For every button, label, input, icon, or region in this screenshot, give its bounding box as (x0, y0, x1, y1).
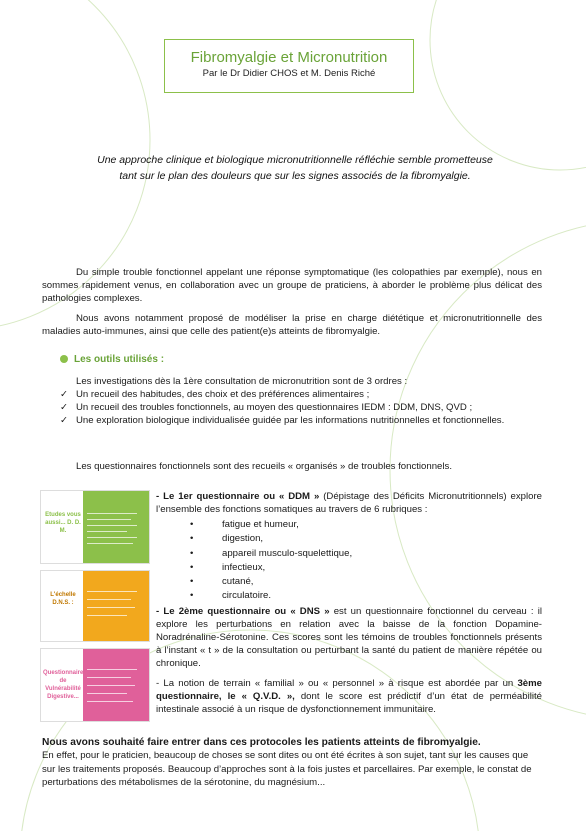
thumb-label: Questionnaire de Vulnérabilité Digestive... (43, 670, 84, 700)
qvd-description: - La notion de terrain « familial » ou « personnel » à risque est abordée par un 3ème questionnaire, le « Q.V.D. », dont le score est prédictif d’un état de perméabilité intestinale associé à un risque de dysfonctionnement immunitaire. (156, 678, 542, 715)
check-icon: ✓ (60, 415, 69, 426)
intro-line-2: tant sur le plan des douleurs que sur les signes associés de la fibromyalgie. (119, 170, 471, 182)
list-item: ✓ Une exploration biologique individualisée guidée par les informations nutritionnelles et fonctionnelles. (60, 415, 505, 426)
list-item: • circulatoire. (190, 590, 272, 602)
bullet-dot-icon (60, 355, 68, 363)
paragraph-2: Nous avons notamment proposé de modéliser la prise en charge diététique et micronutritionnelle des maladies auto-immunes, ainsi que celle des patient(e)s atteints de fibromyalgie. (42, 313, 542, 337)
check-icon: ✓ (60, 389, 69, 400)
dns-cover-thumbnail (40, 570, 150, 642)
closing-lead: Nous avons souhaité faire entrer dans ces protocoles les patients atteints de fibromyalgie. (42, 737, 481, 748)
investigations-intro: Les investigations dès la 1ère consultation de micronutrition sont de 3 ordres : (76, 376, 408, 387)
intro-line-1: Une approche clinique et biologique micronutritionnelle réfléchie semble prometteuse (97, 154, 493, 166)
list-item: • digestion, (190, 533, 264, 545)
page-title: Fibromyalgie et Micronutrition (190, 49, 388, 66)
ddm-description: - Le 1er questionnaire ou « DDM » (Dépistage des Déficits Micronutritionnels) explore l’ensemble des fonctions somatiques au travers de 6 rubriques : (156, 491, 542, 515)
list-item: • fatigue et humeur, (190, 519, 299, 530)
investigations-list (60, 388, 542, 427)
closing-body: En effet, pour le praticien, beaucoup de choses se sont dites ou ont été écrites à son sujet, tant sur les causes que sur les traitements proposés. Beaucoup d’approches sont à la fois justes et parcellaires. Par exemple, le constat de perturbations des métabolismes de la sérotonine, du magnésium... (42, 750, 532, 788)
authors: Par le Dr Didier CHOS et M. Denis Riché (202, 68, 376, 79)
ddm-cover-thumbnail (40, 490, 150, 564)
dns-description: - Le 2ème questionnaire ou « DNS » est un questionnaire fonctionnel du cerveau : il explore les perturbations en relation avec la baisse de la fonction Dopamine-Noradrénaline-Sérotonine. Ces scores sont les témoins de troubles fonctionnels présents à l’instant « t » de la consultation ou perturbant la santé du patient de manière répétée ou chronique. (156, 606, 542, 669)
questionnaires-summary: Les questionnaires fonctionnels sont des recueils « organisés » de troubles fonctionnels. (76, 461, 452, 472)
qvd-cover-thumbnail (40, 648, 150, 722)
thumb-label: Etudes vous aussi... D. D. M. (45, 512, 81, 534)
check-icon: ✓ (60, 402, 69, 413)
closing-paragraph (42, 736, 542, 789)
list-item: • cutané, (190, 576, 254, 588)
title-box (164, 39, 414, 93)
intro-lead (55, 152, 535, 184)
thumb-label: L'échelle D.N.S. : (50, 592, 76, 606)
ddm-rubriques-list (190, 518, 352, 604)
list-item: ✓ Un recueil des troubles fonctionnels, au moyen des questionnaires IEDM : DDM, DNS, QVD ; (60, 402, 473, 413)
list-item: ✓ Un recueil des habitudes, des choix et des préférences alimentaires ; (60, 389, 370, 400)
paragraph-1: Du simple trouble fonctionnel appelant une réponse symptomatique (les colopathies par exemple), nous en sommes rapidement venus, en collaboration avec un groupe de praticiens, à aborder le problème plus délicat des pathologies complexes. (42, 267, 542, 304)
section-heading-text: Les outils utilisés : (74, 354, 165, 365)
list-item: • appareil musculo-squelettique, (190, 547, 353, 559)
section-heading (60, 354, 164, 365)
list-item: • infectieux, (190, 561, 266, 573)
